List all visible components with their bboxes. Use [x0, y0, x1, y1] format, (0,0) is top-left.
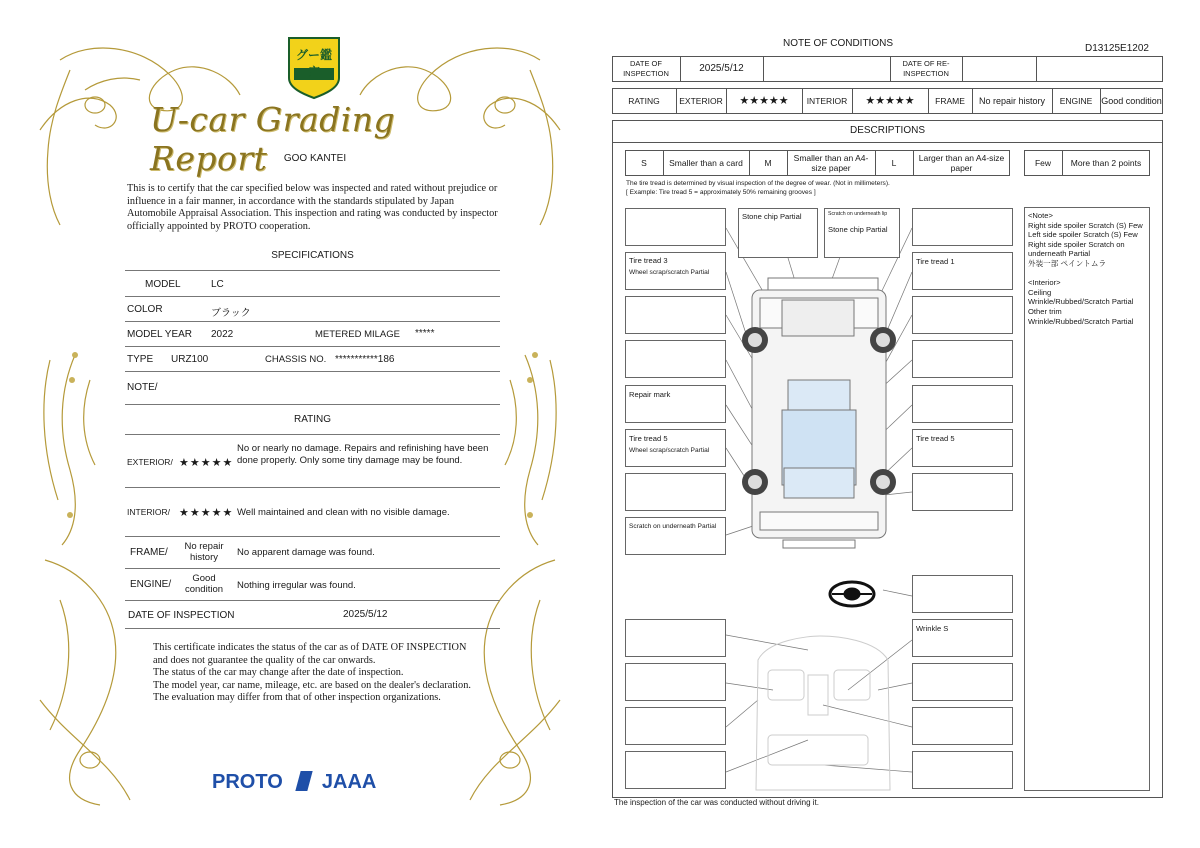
note-row: [125, 372, 500, 405]
annotation-text: Tire tread 3: [629, 256, 668, 265]
date-row: [125, 602, 500, 629]
type-label: TYPE: [127, 354, 154, 365]
footer-logos: [212, 771, 376, 794]
frame-row: [125, 538, 500, 569]
annotation-box: [625, 707, 726, 745]
date-of-inspection-label: DATE OF INSPECTION: [623, 59, 669, 78]
legend-m: M: [764, 158, 772, 168]
frame-desc: No apparent damage was found.: [237, 547, 375, 558]
annotation-box: [625, 663, 726, 701]
frame-value: No repair history: [978, 96, 1046, 106]
divider: [125, 270, 500, 271]
legend-l: L: [891, 158, 897, 168]
tire-note-1: The tire tread is determined by visual inspection of the degree of wear. (Not in millimeters).: [626, 180, 890, 187]
annotation-box: [912, 619, 1013, 657]
annotation-box: [912, 707, 1013, 745]
annotation-box: [912, 473, 1013, 511]
type-row: [125, 347, 500, 372]
report-title: U-car Grading Report: [150, 100, 396, 178]
annotation-text: Stone chip Partial: [742, 212, 802, 221]
date-of-inspection-value: 2025/5/12: [699, 63, 744, 74]
badge-text: グー鑑定: [295, 48, 332, 79]
engine-desc: Nothing irregular was found.: [237, 580, 356, 591]
annotation-box: [625, 340, 726, 378]
legend-few: Few: [1034, 158, 1052, 168]
tire-note-2: [ Example: Tire tread 5 = approximately 50% remaining grooves ]: [626, 189, 816, 196]
annotation-box: [912, 296, 1013, 334]
frame-value: No repair history: [184, 541, 224, 563]
model-value: LC: [211, 279, 224, 290]
engine-row: [125, 570, 500, 601]
interior-row: [125, 488, 500, 537]
frame-label: FRAME: [935, 96, 965, 106]
jaaa-emblem-icon: [296, 771, 313, 791]
annotation-text: Repair mark: [629, 390, 671, 399]
exterior-stars: ★★★★★: [179, 457, 234, 469]
exterior-stars: ★★★★★: [739, 95, 789, 107]
interior-stars: ★★★★★: [179, 507, 234, 519]
color-value: ブラック: [211, 308, 251, 319]
annotation-box: [912, 429, 1013, 467]
engine-value: Good condition: [1101, 96, 1162, 106]
annotation-text: Wheel scrap/scratch Partial: [629, 447, 710, 454]
annotation-text: Wrinkle S: [916, 624, 949, 633]
sheet-footer: The inspection of the car was conducted without driving it.: [614, 798, 819, 807]
model-row: [125, 272, 500, 297]
annotation-text: Scratch on underneath lip: [828, 211, 888, 217]
sheet-title: NOTE OF CONDITIONS: [783, 38, 893, 49]
legend-m-desc: Smaller than an A4-size paper: [793, 153, 869, 173]
mileage-label: METERED MILAGE: [315, 329, 400, 340]
disclaimer-line: This certificate indicates the status of the car as of DATE OF INSPECTION and does not guarantee the quality of the car onwards.: [153, 642, 467, 666]
legend-few-desc: More than 2 points: [1070, 158, 1142, 168]
annotation-box: [625, 208, 726, 246]
annotation-text: Tire tread 5: [629, 434, 668, 443]
annotation-box: [912, 751, 1013, 789]
exterior-label: EXTERIOR/: [127, 457, 173, 467]
legend-l-desc: Larger than an A4-size paper: [918, 153, 1005, 173]
mileage-value: *****: [415, 328, 435, 339]
note-line: Right side spoiler Scratch (S) Few: [1028, 220, 1143, 230]
disclaimer-line: The status of the car may change after the date of inspection.: [153, 667, 404, 679]
annotation-text: Stone chip Partial: [828, 225, 888, 234]
date-label: DATE OF INSPECTION: [128, 610, 235, 621]
annotation-box: [625, 751, 726, 789]
annotation-box: [912, 208, 1013, 246]
note-line: <Interior>: [1028, 278, 1061, 288]
disclaimer: [153, 642, 483, 705]
annotation-box: [625, 296, 726, 334]
frame-label: FRAME/: [130, 547, 168, 558]
annotation-box: [625, 619, 726, 657]
color-row: [125, 297, 500, 322]
interior-label: INTERIOR: [806, 96, 848, 106]
note-line: Left side spoiler Scratch (S) Few: [1028, 230, 1138, 240]
annotation-box: [738, 208, 818, 258]
annotation-box: [625, 517, 726, 555]
notes-panel: [1024, 207, 1150, 791]
rating-heading: RATING: [293, 414, 332, 425]
note-line: Right side spoiler Scratch on underneath Partial: [1028, 239, 1125, 259]
model-year-value: 2022: [211, 329, 234, 340]
annotation-box: [824, 208, 900, 258]
annotation-box: [625, 252, 726, 290]
chassis-label: CHASSIS NO.: [265, 354, 327, 365]
annotation-box: [912, 663, 1013, 701]
annotation-box: [625, 473, 726, 511]
note-line: Wrinkle/Rubbed/Scratch Partial: [1028, 316, 1134, 326]
disclaimer-line: The evaluation may differ from that of other inspection organizations.: [153, 692, 441, 704]
annotation-box: [912, 340, 1013, 378]
descriptions-heading: DESCRIPTIONS: [849, 125, 925, 136]
chassis-value: ***********186: [335, 354, 395, 365]
interior-desc: Well maintained and clean with no visible damage.: [237, 507, 450, 518]
interior-stars: ★★★★★: [865, 95, 915, 107]
model-year-label: MODEL YEAR: [127, 329, 193, 340]
note-line: <Note>: [1028, 211, 1053, 220]
note-line: Other trim: [1028, 306, 1062, 316]
exterior-desc: No or nearly no damage. Repairs and refinishing have been done properly. Only some tiny damage may be found.: [237, 443, 489, 466]
annotation-text: Wheel scrap/scratch Partial: [629, 269, 710, 276]
reinspection-label: DATE OF RE-INSPECTION: [902, 59, 950, 78]
annotation-box: [625, 385, 726, 423]
interior-label: INTERIOR/: [127, 507, 170, 517]
note-line: Ceiling: [1028, 287, 1052, 297]
type-value: URZ100: [171, 354, 209, 365]
color-label: COLOR: [127, 304, 163, 315]
model-year-row: [125, 322, 500, 347]
exterior-label: EXTERIOR: [679, 96, 723, 106]
disclaimer-line: The model year, car name, mileage, etc. are based on the dealer's declaration.: [153, 679, 471, 691]
annotation-text: Tire tread 1: [916, 257, 955, 266]
notes-list: [1028, 211, 1148, 326]
annotation-text: Tire tread 5: [916, 434, 955, 443]
annotation-box: [912, 252, 1013, 290]
note-of-conditions-sheet: [608, 0, 1168, 848]
engine-label: ENGINE: [1059, 96, 1093, 106]
legend-s-desc: Smaller than a card: [669, 158, 743, 168]
proto-logo: PROTO: [212, 771, 283, 793]
annotation-box: [625, 429, 726, 467]
doc-id: D13125E1202: [1085, 43, 1149, 54]
model-label: MODEL: [145, 279, 181, 290]
legend-s: S: [641, 158, 647, 168]
specifications-heading: SPECIFICATIONS: [271, 250, 354, 261]
annotation-text: Scratch on underneath Partial: [629, 523, 717, 530]
exterior-row: [125, 434, 500, 488]
annotation-box: [912, 385, 1013, 423]
engine-label: ENGINE/: [130, 579, 172, 590]
note-line: 外装一部 ペイントムラ: [1028, 258, 1107, 268]
annotation-box: [912, 575, 1013, 613]
date-value: 2025/5/12: [343, 609, 388, 620]
certificate-intro: This is to certify that the car specified below was inspected and rated without prejudice or influence in a fair manner, in accordance with the standards stipulated by Japan Automobile Appraisal Association. This inspection and rating was conducted by inspector officially appointed by PROTO cooperation.: [127, 183, 498, 232]
note-line: [1028, 269, 1148, 279]
note-line: Wrinkle/Rubbed/Scratch Partial: [1028, 297, 1134, 307]
report-subtitle: GOO KANTEI: [283, 153, 347, 164]
note-label: NOTE/: [127, 382, 158, 393]
jaaa-logo: JAAA: [321, 771, 377, 793]
steering-wheel-icon: [830, 582, 874, 606]
rating-label: RATING: [628, 96, 660, 106]
engine-value: Good condition: [184, 573, 224, 595]
